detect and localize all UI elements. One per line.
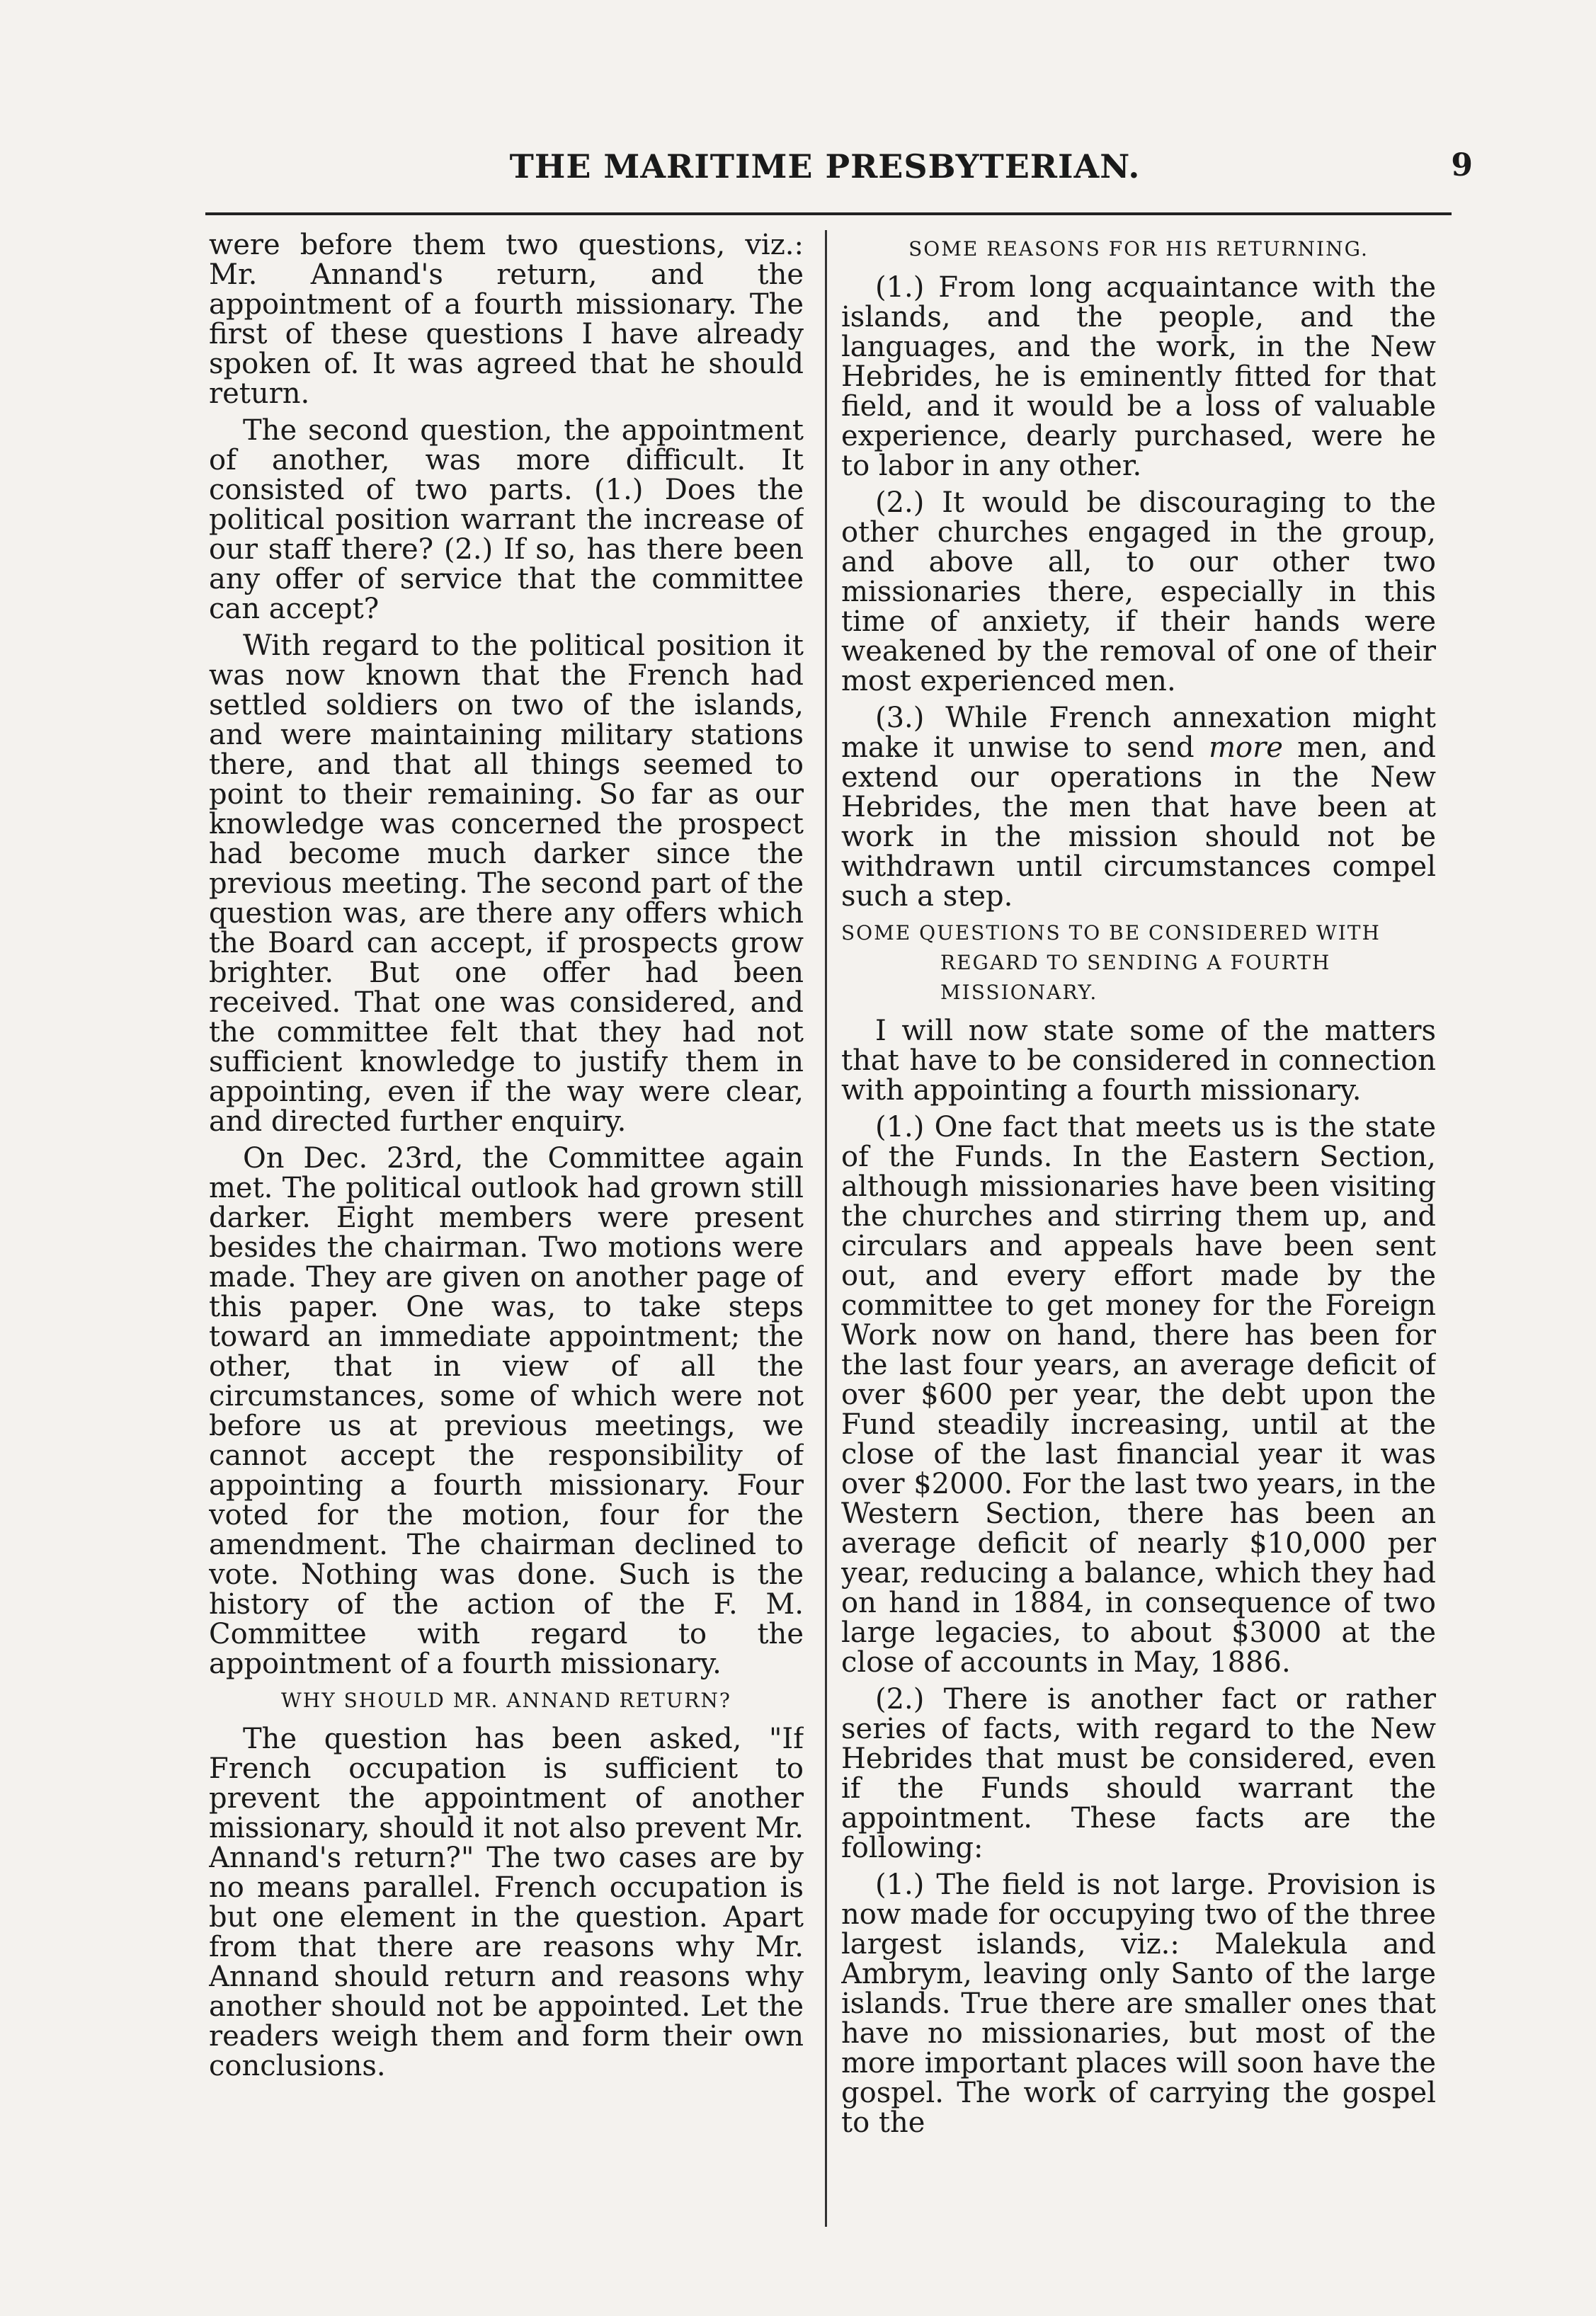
paragraph: (1.) The field is not large. Provision is now made for occupying two of the three largest islands, viz.: Malekula and Ambrym, leaving only Santo of the large islands. True there are smaller ones that have no missionaries, but most of the more important places will soon have the gospel. The work of carrying the gospel to the: [841, 1869, 1436, 2139]
paragraph: The question has been asked, "If French occupation is sufficient to prevent the appointment of another missionary, should it not also prevent Mr. Annand's return?" The two cases are by no means parallel. French occupation is but one element in the question. Apart from that there are reasons why Mr. Annand should return and reasons why another should not be appointed. Let the readers weigh them and form their own conclusions.: [209, 1723, 804, 2082]
section-heading: WHY SHOULD MR. ANNAND RETURN?: [281, 1689, 731, 1712]
paragraph: On Dec. 23rd, the Committee again met. The political outlook had grown still darker. Eight members were present besides the chairman. Two motions were made. They are given on another page of this paper. One was, to take steps toward an immediate appointment; the other, that in view of all the circumstances, some of which were not before us at previous meetings, we cannot accept the responsibility of appointing a fourth missionary. Four voted for the motion, four for the amendment. The chairman declined to vote. Nothing was done. Such is the history of the action of the F. M. Committee with regard to the appointment of a fourth missionary.: [209, 1142, 804, 1680]
paragraph: (1.) From long acquaintance with the islands, and the people, and the languages, and the work, in the New Hebrides, he is eminently fitted for that field, and it would be a loss of valuable experience, dearly purchased, were he to labor in any other.: [841, 271, 1436, 482]
page-number: 9: [1451, 147, 1473, 183]
paragraph: (2.) It would be discouraging to the other churches engaged in the group, and above all, to our other two missionaries there, especially in this time of anxiety, if their hands were weakened by the removal of one of their most experienced men.: [841, 486, 1436, 697]
paragraph: The second question, the appointment of another, was more difficult. It consisted of two parts. (1.) Does the political position warrant the increase of our staff there? (2.) If so, has there been any offer of service that the committee can accept?: [209, 414, 804, 625]
paragraph: [841, 703, 1436, 911]
section-heading: SOME QUESTIONS TO BE CONSIDERED WITH REGARD TO SENDING A FOURTH MISSIONARY.: [841, 921, 1381, 1004]
paragraph: With regard to the political position it was now known that the French had settled soldiers on two of the islands, and were maintaining military stations there, and that all things seemed to point to their remaining. So far as our knowledge was concerned the prospect had become much darker since the previous meeting. The second part of the question was, are there any offers which the Board can accept, if prospects grow brighter. But one offer had been received. That one was considered, and the committee felt that they had not sufficient knowledge to justify them in appointing, even if the way were clear, and directed further enquiry.: [209, 629, 804, 1138]
text-run: (3.) While French annexation might make it unwise to send: [841, 702, 1436, 764]
paragraph: (1.) One fact that meets us is the state of the Funds. In the Eastern Section, although missionaries have been visiting the churches and stirring them up, and circulars and appeals have been sent out, and every effort made by the committee to get money for the Foreign Work now on hand, there has been for the last four years, an average deficit of over $600 per year, the debt upon the Fund steadily increasing, until at the close of the last financial year it was over $2000. For the last two years, in the Western Section, there has been an average deficit of nearly $10,000 per year, reducing a balance, which they had on hand in 1884, in consequence of two large legacies, to about $3000 at the close of accounts in May, 1886.: [841, 1111, 1436, 1679]
emphasis: more: [1209, 731, 1283, 764]
text-run: men, and extend our operations in the New Hebrides, the men that have been at work in the mission should not be withdrawn until circumstances compel such a step.: [841, 731, 1436, 913]
column-divider: [825, 230, 827, 2227]
page-header: [177, 147, 1473, 197]
right-column: [841, 230, 1436, 2241]
header-rule: [205, 212, 1452, 215]
paragraph: (2.) There is another fact or rather series of facts, with regard to the New Hebrides that must be considered, even if the Funds should warrant the appointment. These facts are the following:: [841, 1683, 1436, 1864]
left-column: [209, 230, 804, 2241]
paragraph: I will now state some of the matters that have to be considered in connection with appointing a fourth missionary.: [841, 1015, 1436, 1107]
paragraph: were before them two questions, viz.: Mr. Annand's return, and the appointment of a fourth missionary. The first of these questions I have already spoken of. It was agreed that he should return.: [209, 230, 804, 410]
journal-title: THE MARITIME PRESBYTERIAN.: [509, 147, 1141, 186]
section-heading: SOME REASONS FOR HIS RETURNING.: [908, 237, 1369, 261]
